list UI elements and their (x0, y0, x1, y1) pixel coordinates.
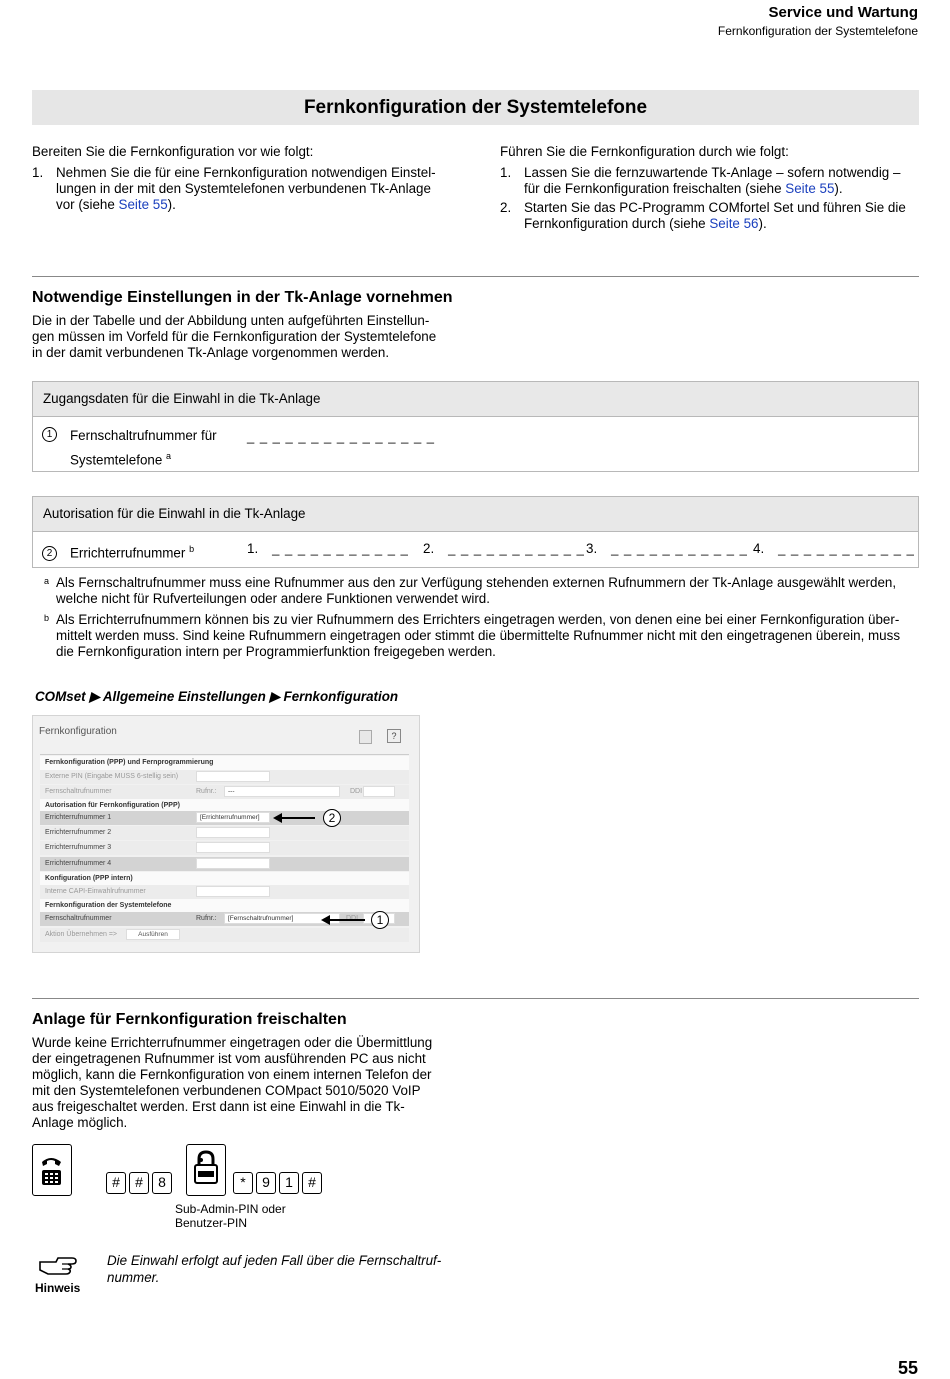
installer-number-input[interactable] (196, 858, 270, 869)
list-line: ). (758, 216, 767, 231)
row-label: Errichterrufnummer 4 (45, 860, 112, 867)
left-list-item-1 (32, 165, 452, 215)
list-line: lungen in der mit den Systemtelefonen verbundenen Tk-Anlage (56, 181, 431, 196)
footnote-line: Als Fernschaltrufnummer muss eine Rufnummer aus den zur Verfügung stehenden externen Rufnummern der Tk-Anlage ausgewählt werden, (56, 575, 897, 590)
footnote-line: Als Errichterrufnummern können bis zu vier Rufnummern des Errichters eingetragen werden, von denen eine bei einer Fernkonfiguration über- (56, 612, 900, 627)
list-line: ). (834, 181, 843, 196)
list-number: 1. (500, 165, 512, 180)
callout-arrow-2 (279, 817, 315, 819)
footnote-mark: b (44, 613, 50, 623)
section-row (40, 756, 409, 770)
slot-number: 3. (586, 541, 598, 556)
row-label: Errichterrufnummer 2 (45, 829, 112, 836)
row-label: Interne CAPI-Einwahlrufnummer (45, 888, 146, 895)
execute-button[interactable]: Ausführen (126, 929, 180, 940)
divider (32, 998, 919, 999)
label-line: Fernschaltrufnummer für (70, 428, 217, 443)
remote-number-select[interactable]: [Fernschaltrufnummer] (224, 913, 340, 924)
row-extra-label: Rufnr.: (196, 915, 217, 922)
installer-number-row-4 (40, 857, 409, 871)
paragraph-line: Anlage möglich. (32, 1115, 128, 1130)
authorization-table (32, 496, 919, 568)
key-8: 8 (152, 1172, 172, 1194)
section-paragraph (32, 313, 462, 361)
arrow-head-icon (273, 813, 282, 823)
slot-3 (586, 541, 748, 556)
section-paragraph (32, 1035, 452, 1131)
row-label: Autorisation für Fernkonfiguration (PPP) (45, 802, 180, 809)
page-title: Fernkonfiguration der Systemtelefone (32, 90, 919, 125)
row-label: Konfiguration (PPP intern) (45, 875, 133, 882)
caption-line: Sub-Admin-PIN oder (175, 1202, 286, 1216)
blank-field: _ _ _ _ _ _ _ _ _ _ _ _ _ _ _ (247, 429, 436, 444)
ddi-input[interactable] (363, 786, 395, 797)
paragraph-line: aus freigeschaltet werden. Erst dann ist eine Einwahl in die Tk- (32, 1099, 405, 1114)
table-label (70, 426, 217, 470)
table-label (70, 544, 194, 560)
paragraph-line: gen müssen im Vorfeld für die Fernkonfiguration der Systemtelefone (32, 329, 437, 344)
key-hash: # (129, 1172, 149, 1194)
page-link[interactable]: Seite 55 (785, 181, 835, 196)
number-select[interactable]: --- (224, 786, 340, 797)
footnote-line: die Fernkonfiguration intern per Programmierfunktion freigegeben werden. (56, 644, 496, 659)
page-link[interactable]: Seite 55 (118, 197, 168, 212)
paragraph-line: Wurde keine Errichterrufnummer eingetragen oder die Übermittlung (32, 1035, 433, 1050)
installer-number-row-3 (40, 841, 409, 855)
right-list-item-2 (500, 200, 920, 234)
action-row (40, 928, 409, 942)
section-row (40, 872, 409, 886)
section-heading: Anlage für Fernkonfiguration freischalten (32, 1011, 347, 1028)
installer-number-row-2 (40, 826, 409, 840)
blank-field: _ _ _ _ _ _ _ _ _ _ _ (778, 541, 915, 556)
slot-2 (423, 541, 585, 556)
divider (32, 276, 919, 277)
installer-number-input[interactable] (196, 842, 270, 853)
row-label: Fernkonfiguration (PPP) und Fernprogrammierung (45, 759, 214, 766)
slot-number: 1. (247, 541, 259, 556)
left-intro: Bereiten Sie die Fernkonfiguration vor wie folgt: (32, 144, 314, 159)
pin-row (40, 770, 409, 784)
list-line: Lassen Sie die fernzuwartende Tk-Anlage – sofern notwendig – (524, 165, 901, 180)
pin-lock-keypad-icon (186, 1144, 226, 1196)
footnote-line: welche nicht für Rufverteilungen oder andere Funktionen verwendet wird. (56, 591, 490, 606)
capi-input[interactable] (196, 886, 270, 897)
pin-caption (175, 1202, 286, 1230)
list-number: 2. (500, 200, 512, 215)
row-label: Fernschaltrufnummer (45, 915, 112, 922)
page-number: 55 (897, 1358, 918, 1378)
key-hash: # (106, 1172, 126, 1194)
caption-line: Benutzer-PIN (175, 1216, 248, 1230)
paragraph-line: Die in der Tabelle und der Abbildung unten aufgeführten Einstellun- (32, 313, 430, 328)
list-line: für die Fernkonfiguration freischalten (siehe (524, 181, 786, 196)
list-line: Nehmen Sie die für eine Fernkonfiguration notwendigen Einstel- (56, 165, 436, 180)
row-label: Externe PIN (Eingabe MUSS 6-stellig sein) (45, 773, 179, 780)
key-sequence-1 (106, 1172, 175, 1194)
key-1: 1 (279, 1172, 299, 1194)
row-label: Errichterrufnummer 1 (45, 814, 112, 821)
note-line: nummer. (107, 1270, 160, 1285)
note-label: Hinweis (35, 1281, 81, 1295)
row-label: Fernschaltrufnummer (45, 788, 112, 795)
callout-arrow-1 (329, 919, 365, 921)
list-line: Starten Sie das PC-Programm COMfortel Set und führen Sie die (524, 200, 906, 215)
note-text (107, 1252, 441, 1286)
label-line: Systemtelefone (70, 452, 163, 468)
section-heading: Notwendige Einstellungen in der Tk-Anlage vornehmen (32, 289, 453, 306)
slot-4 (753, 541, 915, 556)
label-text: Errichterrufnummer (70, 545, 186, 561)
paragraph-line: der eingetragenen Rufnummer ist vom ausführenden PC aus nicht (32, 1051, 426, 1066)
key-hash: # (302, 1172, 322, 1194)
row-label: Fernkonfiguration der Systemtelefone (45, 902, 172, 909)
marker-2: 2 (42, 546, 57, 561)
footnote-line: mittelt werden muss. Sind keine Rufnummern eingetragen oder stimmt die übermittelte Rufnummer nicht mit den eingetragenen überein, muss (56, 628, 901, 643)
pin-input[interactable] (196, 771, 270, 782)
blank-field: _ _ _ _ _ _ _ _ _ _ _ (611, 541, 748, 556)
header-title: Service und Wartung (768, 4, 918, 21)
paragraph-line: mit den Systemtelefonen verbundenen COMpact 5010/5020 VoIP (32, 1083, 421, 1098)
row-label: Aktion Übernehmen => (45, 931, 117, 938)
ddi-label: DDI (350, 788, 363, 795)
table-header: Autorisation für die Einwahl in die Tk-Anlage (33, 497, 918, 532)
table-header: Zugangsdaten für die Einwahl in die Tk-Anlage (33, 382, 918, 417)
footnote-b (44, 612, 924, 660)
marker-1: 1 (42, 427, 57, 442)
page-link[interactable]: Seite 56 (709, 216, 759, 231)
list-line: vor (siehe (56, 197, 119, 212)
remote-number-row (40, 785, 409, 799)
footnote-a (44, 575, 924, 607)
footnote-ref: b (189, 544, 195, 554)
key-star: * (233, 1172, 253, 1194)
blank-field: _ _ _ _ _ _ _ _ _ _ _ (448, 541, 585, 556)
installer-number-row-1 (40, 811, 409, 825)
blank-field: _ _ _ _ _ _ _ _ _ _ _ (272, 541, 409, 556)
callout-marker-1: 1 (371, 911, 389, 929)
callout-marker-2: 2 (323, 809, 341, 827)
installer-number-input[interactable] (196, 827, 270, 838)
divider (40, 754, 409, 755)
slot-number: 2. (423, 541, 435, 556)
key-sequence-2 (233, 1172, 325, 1194)
help-icon[interactable]: ? (387, 729, 401, 743)
access-data-table (32, 381, 919, 472)
right-list-item-1 (500, 165, 920, 199)
header-subtitle: Fernkonfiguration der Systemtelefone (717, 24, 918, 38)
slot-1 (247, 541, 409, 556)
right-intro: Führen Sie die Fernkonfiguration durch wie folgt: (500, 144, 789, 159)
pointing-hand-icon (38, 1254, 80, 1278)
row-extra-label: Rufnr.: (196, 788, 217, 795)
config-screenshot (32, 715, 420, 953)
list-number: 1. (32, 165, 44, 180)
list-line: Fernkonfiguration durch (siehe (524, 216, 710, 231)
key-9: 9 (256, 1172, 276, 1194)
installer-number-input[interactable]: [Errichterrufnummer] (196, 812, 270, 823)
section-row (40, 899, 409, 913)
note-line: Die Einwahl erfolgt auf jeden Fall über die Fernschaltruf- (107, 1253, 442, 1268)
paragraph-line: möglich, kann die Fernkonfiguration von einem internen Telefon der (32, 1067, 432, 1082)
row-label: Errichterrufnummer 3 (45, 844, 112, 851)
list-line: ). (167, 197, 176, 212)
paragraph-line: in der damit verbundenen Tk-Anlage vorgenommen werden. (32, 345, 390, 360)
arrow-head-icon (321, 915, 330, 925)
capi-row (40, 885, 409, 899)
breadcrumb: COMset ▶ Allgemeine Einstellungen ▶ Fernkonfiguration (35, 689, 399, 704)
screenshot-title: Fernkonfiguration (39, 726, 117, 737)
footnote-mark: a (44, 576, 50, 586)
save-icon[interactable] (359, 730, 372, 744)
slot-number: 4. (753, 541, 765, 556)
handset-off-hook-icon (32, 1144, 72, 1196)
footnote-ref: a (166, 451, 172, 461)
